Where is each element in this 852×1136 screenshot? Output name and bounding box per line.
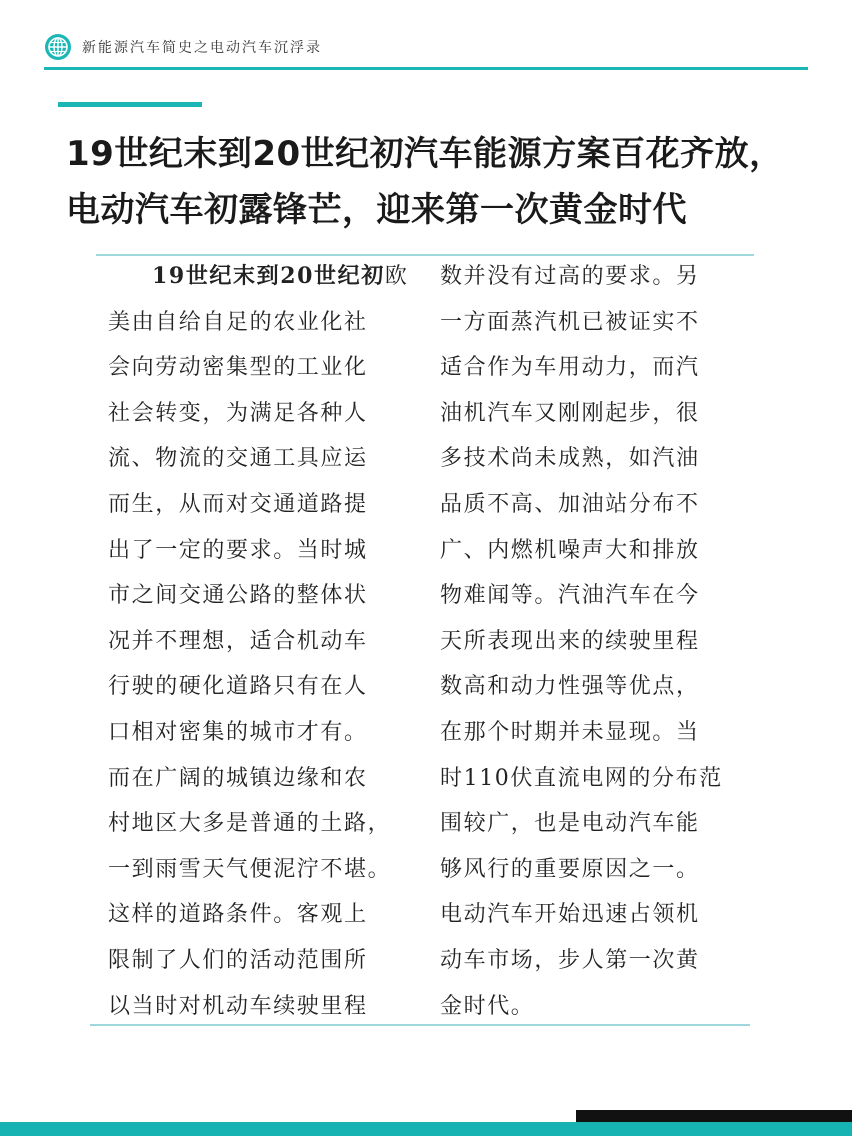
body-line: 而在广阔的城镇边缘和农 [108, 765, 368, 791]
body-line: 数高和动力性强等优点， [440, 674, 700, 700]
body-line [108, 254, 428, 300]
body-line: 流、物流的交通工具应运 [108, 446, 368, 472]
body-line: 广、内燃机噪声大和排放 [440, 537, 700, 563]
body-line: 电动汽车开始迅速占领机 [440, 902, 700, 928]
body-line: 在那个时期并未显现。当 [440, 719, 700, 745]
header-divider [44, 67, 808, 70]
running-header-title: 新能源汽车简史之电动汽车沉浮录 [82, 40, 322, 56]
body-line: 数并没有过高的要求。另 [440, 264, 700, 289]
body-line: 物难闻等。汽油汽车在今 [440, 583, 700, 609]
chapter-title-line: 电动汽车初露锋芒，迎来第一次黄金时代 [66, 190, 687, 230]
body-line: 够风行的重要原因之一。 [440, 856, 700, 882]
body-line: 时110伏直流电网的分布范 [440, 765, 723, 791]
body-line: 动车市场，步人第一次黄 [440, 947, 700, 973]
body-line: 美由自给自足的农业化社 [108, 309, 368, 335]
body-line: 这样的道路条件。客观上 [108, 902, 368, 928]
body-line: 以当时对机动车续驶里程 [108, 993, 368, 1019]
chapter-title-line: 19世纪末到20世纪初汽车能源方案百花齐放， [66, 134, 784, 174]
footer-black-bar [576, 1110, 852, 1122]
body-left-column [108, 254, 428, 1029]
body-line: 品质不高、加油站分布不 [440, 491, 700, 517]
body-line: 限制了人们的活动范围所 [108, 947, 368, 973]
body-line: 油机汽车又刚刚起步，很 [440, 400, 700, 426]
body-line: 社会转变，为满足各种人 [108, 400, 368, 426]
body-line: 一方面蒸汽机已被证实不 [440, 309, 700, 335]
body-line-text: 欧 [384, 264, 409, 289]
body-line: 天所表现出来的续驶里程 [440, 628, 700, 654]
globe-icon [44, 33, 72, 61]
title-accent-bar [58, 102, 202, 107]
body-line: 一到雨雪天气便泥泞不堪。 [108, 856, 392, 882]
body-line: 口相对密集的城市才有。 [108, 719, 368, 745]
page-header [44, 30, 322, 64]
body-line: 村地区大多是普通的土路， [108, 811, 392, 837]
body-right-column [440, 254, 760, 1029]
lead-in-text: 19世纪末到20世纪初 [152, 263, 385, 289]
body-line: 出了一定的要求。当时城 [108, 537, 368, 563]
body-line: 金时代。 [440, 993, 535, 1019]
body-line: 会向劳动密集型的工业化 [108, 355, 368, 381]
body-line: 况并不理想，适合机动车 [108, 628, 368, 654]
footer-teal-bar [0, 1122, 852, 1136]
text-box-bottom-rule [90, 1024, 750, 1026]
body-line: 而生，从而对交通道路提 [108, 491, 368, 517]
body-line: 行驶的硬化道路只有在人 [108, 674, 368, 700]
body-line: 围较广，也是电动汽车能 [440, 811, 700, 837]
body-line: 市之间交通公路的整体状 [108, 583, 368, 609]
body-line: 多技术尚未成熟，如汽油 [440, 446, 700, 472]
body-line: 适合作为车用动力，而汽 [440, 355, 700, 381]
chapter-title [66, 126, 836, 238]
